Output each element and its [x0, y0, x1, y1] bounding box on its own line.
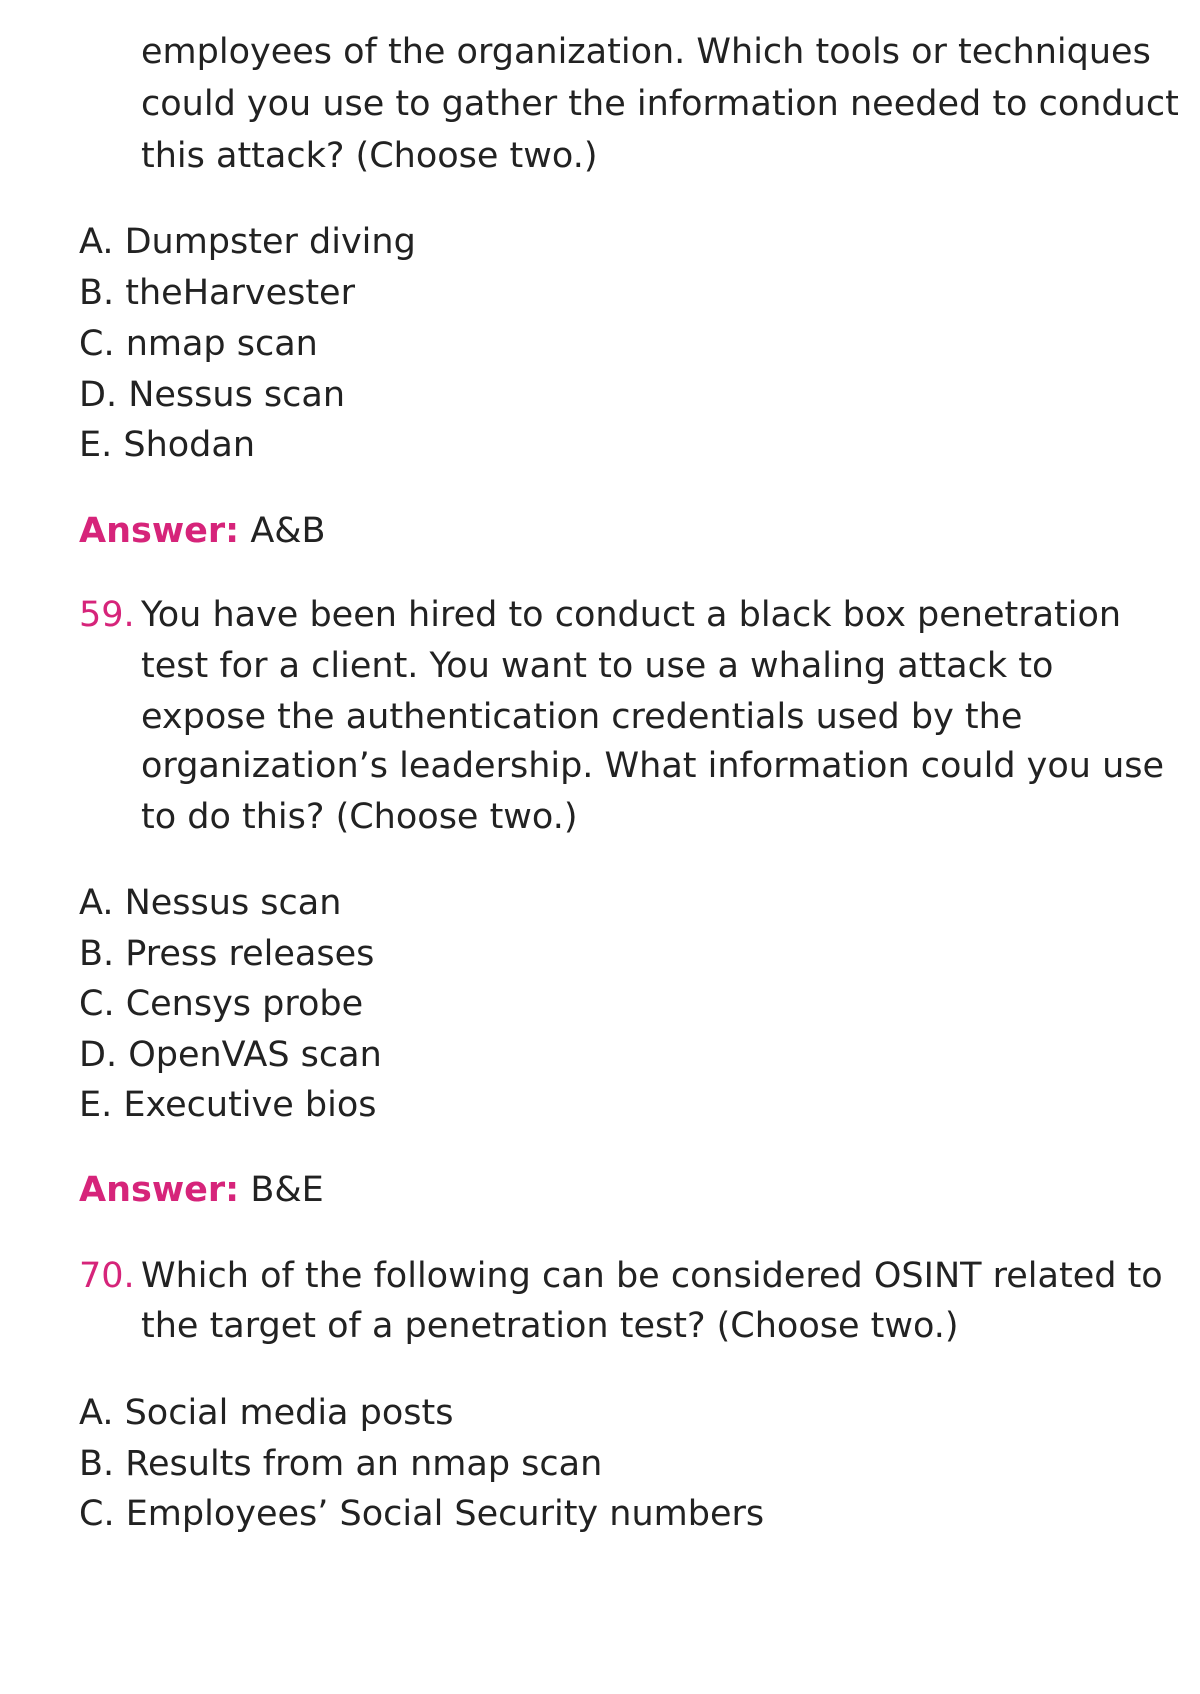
answer-option: B. Results from an nmap scan — [79, 1444, 603, 1484]
answer-option: B. Press releases — [79, 934, 375, 974]
answer-value: A&B — [250, 511, 326, 551]
answer-option: C. nmap scan — [79, 324, 318, 364]
question-text-line: employees of the organization. Which tools or techniques — [141, 32, 1151, 72]
answer-value: B&E — [250, 1170, 324, 1210]
answer-label: Answer: — [79, 1170, 240, 1210]
answer-option: C. Censys probe — [79, 984, 364, 1024]
answer-option: C. Employees’ Social Security numbers — [79, 1494, 765, 1534]
question-text-line: the target of a penetration test? (Choose two.) — [141, 1306, 959, 1346]
question-number: 70. — [79, 1256, 135, 1296]
question-text-line: test for a client. You want to use a whaling attack to — [141, 646, 1054, 686]
answer-line — [79, 511, 326, 551]
answer-label: Answer: — [79, 511, 240, 551]
answer-option: A. Nessus scan — [79, 883, 342, 923]
question-text-line: You have been hired to conduct a black box penetration — [141, 595, 1122, 635]
answer-line — [79, 1170, 324, 1210]
question-text-line: organization’s leadership. What information could you use — [141, 746, 1165, 786]
answer-option: E. Shodan — [79, 425, 256, 465]
question-number: 59. — [79, 595, 135, 635]
answer-option: D. Nessus scan — [79, 375, 346, 415]
question-text-line: expose the authentication credentials used by the — [141, 697, 1023, 737]
question-text-line: to do this? (Choose two.) — [141, 797, 578, 837]
answer-option: A. Social media posts — [79, 1393, 454, 1433]
answer-option: A. Dumpster diving — [79, 222, 416, 262]
answer-option: E. Executive bios — [79, 1085, 377, 1125]
answer-option: D. OpenVAS scan — [79, 1035, 382, 1075]
question-text-line: Which of the following can be considered OSINT related to — [141, 1256, 1163, 1296]
question-text-line: this attack? (Choose two.) — [141, 136, 598, 176]
answer-option: B. theHarvester — [79, 273, 355, 313]
question-text-line: could you use to gather the information needed to conduct — [141, 84, 1179, 124]
